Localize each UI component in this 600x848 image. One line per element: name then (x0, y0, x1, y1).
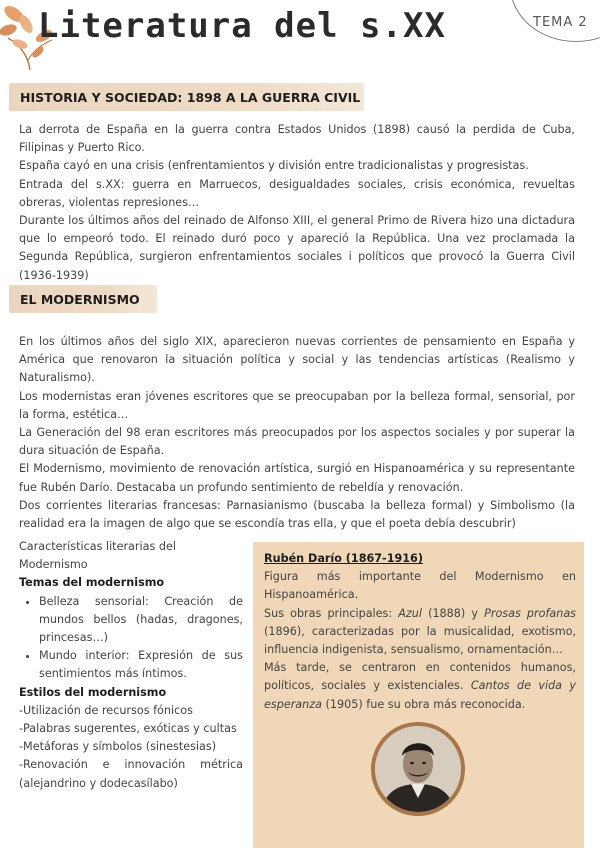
modernismo-paragraph: La Generación del 98 eran escritores más preocupados por los aspectos sociales y por superar la dura situación de España. (19, 426, 575, 458)
historia-paragraph: Entrada del s.XX: guerra en Marruecos, desigualdades sociales, crisis económica, revueltas obreras, violentas represiones… (19, 177, 575, 209)
modernismo-paragraph: Los modernistas eran jóvenes escritores que se preocupaban por la belleza formal, sensorial, por la forma, estética… (19, 389, 575, 421)
characteristics-column (19, 538, 243, 793)
modernismo-text (19, 333, 575, 533)
list-item: -Renovación e innovación métrica (alejandrino y dodecasílabo) (19, 758, 243, 790)
ruben-dario-title: Rubén Darío (1867-1916) (264, 552, 423, 565)
historia-paragraph: Durante los últimos años del reinado de Alfonso XIII, el general Primo de Rivera hizo una dictadura que lo empeoró todo. El reinado duró poco y apareció la República. Una vez proclamada la Segunda República, surgieron enfrentamientos sociales i políticos que provocó la Guerra Civil (1936-1939) (19, 214, 575, 282)
ruben-paragraph: Sus obras principales: Azul (1888) y Prosas profanas (1896), caracterizadas por la musicalidad, exotismo, influencia indigenista, sensualismo, ornamentación… (264, 606, 577, 657)
ruben-dario-portrait (371, 722, 465, 816)
tema-label: TEMA 2 (533, 15, 588, 30)
list-item: • Mundo interior: Expresión de sus sentimientos más íntimos. (39, 647, 243, 683)
characteristics-heading: Características literarias del Modernismo (19, 540, 176, 572)
historia-paragraph: La derrota de España en la guerra contra Estados Unidos (1898) causó la perdida de Cuba, Filipinas y Puerto Rico. (19, 123, 575, 155)
section-title-modernismo: EL MODERNISMO (20, 292, 140, 307)
work-title-prosas: Prosas profanas (484, 606, 577, 620)
list-item: -Utilización de recursos fónicos (19, 703, 193, 717)
historia-paragraph: España cayó en una crisis (enfrentamientos y división entre tradicionalistas y progresistas. (19, 159, 529, 173)
estilos-heading: Estilos del modernismo (19, 685, 167, 699)
ruben-paragraph: Más tarde, se centraron en contenidos humanos, políticos, sociales y existenciales. Cantos de vida y esperanza (1905) fue su obra más reconocida. (264, 661, 577, 711)
modernismo-paragraph: En los últimos años del siglo XIX, aparecieron nuevas corrientes de pensamiento en España y América que renovaron la situación política y social y las tendencias artísticas (Realismo y Naturalismo). (19, 335, 575, 385)
work-title-azul: Azul (398, 606, 422, 620)
ruben-dario-text (264, 550, 576, 714)
modernismo-paragraph: El Modernismo, movimiento de renovación artística, surgió en Hispanoamérica y su representante fue Rubén Darío. Destacaba un profundo sentimiento de rebeldía y renovación. (19, 462, 575, 494)
list-item: -Palabras sugerentes, exóticas y cultas (19, 722, 237, 736)
portrait-image-icon (375, 726, 461, 812)
work-title-cantos: Cantos de vida y esperanza (264, 679, 577, 711)
section-title-historia: HISTORIA Y SOCIEDAD: 1898 A LA GUERRA CIVIL (20, 90, 361, 105)
temas-heading: Temas del modernismo (19, 576, 165, 590)
historia-text (19, 121, 575, 285)
modernismo-paragraph: Dos corrientes literarias francesas: Parnasianismo (buscaba la belleza formal) y Simbolismo (la realidad era la imagen de algo que se escondía tras ella, y que el poeta debía descubrir) (19, 498, 575, 531)
ruben-paragraph: Figura más importante del Modernismo en Hispanoamérica. (264, 570, 576, 602)
page-title: Literatura del s.XX (38, 6, 446, 46)
list-item: -Metáforas y símbolos (sinestesias) (19, 740, 217, 754)
list-item: • Belleza sensorial: Creación de mundos bellos (hadas, dragones, princesas…) (39, 593, 243, 648)
temas-list (19, 593, 243, 684)
